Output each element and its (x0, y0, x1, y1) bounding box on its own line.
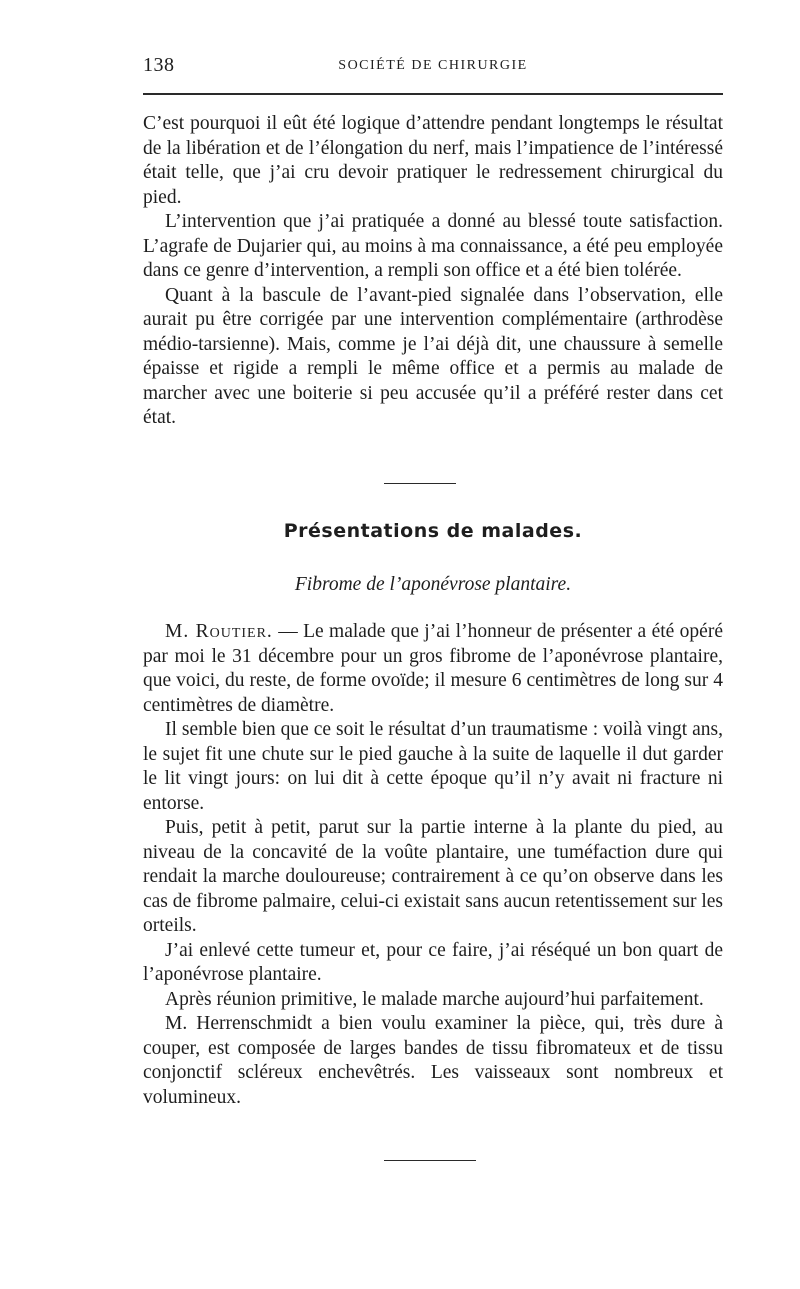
paragraph: Quant à la bascule de l’avant-pied signalée dans l’observation, elle aurait pu être corrigée par une intervention complémentaire (arthrodèse médio-tarsienne). Mais, comme je l’ai déjà dit, une chaussure à semelle épaisse et rigide a rempli le même office et a permis au malade de marcher avec une boiterie si peu accusée qu’il a préféré rester dans cet état. (143, 284, 723, 428)
section-divider (384, 483, 456, 484)
intro-text (143, 112, 723, 431)
paragraph: J’ai enlevé cette tumeur et, pour ce faire, j’ai réséqué un bon quart de l’aponévrose plantaire. (143, 939, 723, 985)
paragraph: Puis, petit à petit, parut sur la partie interne à la plante du pied, au niveau de la concavité de la voûte plantaire, une tuméfaction dure qui rendait la marche douloureuse; contrairement à ce qu’on observe dans les cas de fibrome palmaire, celui-ci existait sans aucun retentissement sur les orteils. (143, 817, 723, 936)
header-rule (143, 93, 723, 95)
page-header (143, 54, 723, 84)
paragraph-text: — Le malade que j’ai l’honneur de présenter a été opéré par moi le 31 décembre pour un gros fibrome de l’aponévrose plantaire, que voici, du reste, de forme ovoïde; il mesure 6 centimètres de long sur 4 centimètres de diamètre. (143, 621, 723, 716)
paragraph (143, 620, 723, 718)
end-divider (384, 1160, 476, 1161)
paragraph: C’est pourquoi il eût été logique d’attendre pendant longtemps le résultat de la libération et de l’élongation du nerf, mais l’impatience de l’intéressé était telle, que j’ai cru devoir pratiquer le redressement chirurgical du pied. (143, 113, 723, 208)
paragraph: Il semble bien que ce soit le résultat d’un traumatisme : voilà vingt ans, le sujet fit une chute sur le pied gauche à la suite de laquelle il dut garder le lit vingt jours: on lui dit à cette époque qu’il n’y avait ni fracture ni entorse. (143, 719, 723, 814)
case-text (143, 620, 723, 1110)
page-number: 138 (143, 54, 175, 76)
article-title: Fibrome de l’aponévrose plantaire. (294, 574, 572, 595)
author-name: M. Routier. (165, 621, 273, 642)
paragraph: Après réunion primitive, le malade marche aujourd’hui parfaitement. (165, 988, 704, 1010)
paragraph: M. Herrenschmidt a bien voulu examiner la pièce, qui, très dure à couper, est composée de larges bandes de tissu fibromateux et de tissu conjonctif scléreux enchevêtrés. Les vaisseaux sont nombreux et volumineux. (143, 1013, 723, 1108)
paragraph: L’intervention que j’ai pratiquée a donné au blessé toute satisfaction. L’agrafe de Dujarier qui, au moins à ma connaissance, a été peu employée dans ce genre d’intervention, a rempli son office et a été bien tolérée. (143, 211, 723, 281)
running-title: SOCIÉTÉ DE CHIRURGIE (338, 58, 528, 73)
section-heading: Présentations de malades. (283, 520, 583, 542)
